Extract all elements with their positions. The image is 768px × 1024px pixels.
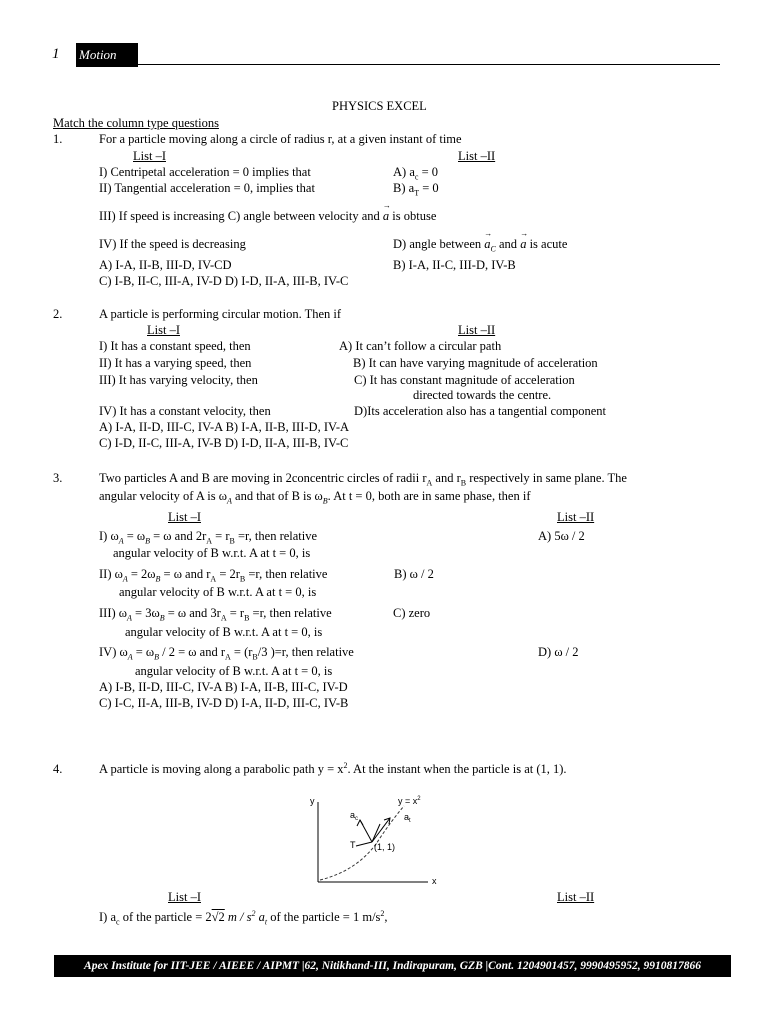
q3-item-iv: IV) $\omega_A = \omega_B / 2 = \omega$ and $r_A = (r_B/3$ )=r, then relative (99, 645, 354, 662)
q4-list-i-heading: List –I (168, 890, 201, 904)
q2-item-iii: III) It has varying velocity, then (99, 373, 258, 387)
header-rule (138, 64, 720, 65)
q3-option-d: D) ω / 2 (538, 645, 579, 659)
q3-stem-line1: Two particles A and B are moving in 2concentric circles of radii $r_A$ and $r_B$ respectively in same plane. The (99, 471, 627, 488)
q1-answer-a: A) I-A, II-B, III-D, IV-CD (99, 258, 232, 272)
q3-item-i: I) $\omega_A = \omega_B = \omega$ and $2r_A = r_B =r$, then relative (99, 529, 318, 546)
q1-number: 1. (53, 132, 63, 146)
q3-item-iii-cont: angular velocity of B w.r.t. A at t = 0, is (125, 625, 323, 639)
q2-option-c: C) It has constant magnitude of acceleration (354, 373, 575, 387)
q1-item-ii: II) Tangential acceleration = 0, implies that (99, 181, 315, 195)
q1-answer-cd: C) I-B, II-C, III-A, IV-D D) I-D, II-A, III-B, IV-C (99, 274, 349, 288)
page-number: 1 (52, 46, 60, 62)
q2-number: 2. (53, 307, 63, 321)
q1-option-a: A) $a_c = 0$ (393, 165, 438, 182)
q2-option-d: D)Its acceleration also has a tangential component (354, 404, 606, 418)
q2-option-b: B) It can have varying magnitude of acceleration (353, 356, 598, 370)
q3-item-iii: III) $\omega_A = 3\omega_B = \omega$ and $3r_A = r_B =r$, then relative (99, 606, 332, 623)
point-label: (1, 1) (374, 842, 396, 852)
footer-bar: Apex Institute for IIT-JEE / AIEEE / AIPMT |62, Nitikhand-III, Indirapuram, GZB |Cont. 1204901457, 9990495952, 9910817866 (54, 955, 731, 977)
q3-item-iv-cont: angular velocity of B w.r.t. A at t = 0, is (135, 664, 333, 678)
q4-stem: A particle is moving along a parabolic path $y = x^2$. At the instant when the particle is at (1, 1). (99, 760, 567, 776)
q3-list-i-heading: List –I (168, 510, 201, 524)
at-label: $a_t$ (404, 812, 411, 824)
q2-answer-cd: C) I-D, II-C, III-A, IV-B D) I-D, II-A, III-B, IV-C (99, 436, 349, 450)
q3-item-ii: II) $\omega_A = 2\omega_B = \omega$ and $r_A = 2r_B =r$, then relative (99, 567, 328, 584)
q3-item-ii-cont: angular velocity of B w.r.t. A at t = 0, is (119, 585, 317, 599)
section-heading: Match the column type questions (53, 116, 219, 130)
at-arrow (372, 818, 390, 842)
q1-item-iv: IV) If the speed is decreasing (99, 237, 246, 251)
q2-item-ii: II) It has a varying speed, then (99, 356, 252, 370)
q1-option-b: B) $a_T = 0$ (393, 181, 439, 198)
q1-item-i: I) Centripetal acceleration = 0 implies that (99, 165, 311, 179)
q2-item-i: I) It has a constant speed, then (99, 339, 251, 353)
q3-option-a: A) 5ω / 2 (538, 529, 585, 543)
page-title: PHYSICS EXCEL (332, 99, 427, 113)
q1-list-ii-heading: List –II (458, 149, 496, 163)
q2-option-a: A) It can’t follow a circular path (339, 339, 502, 353)
q1-list-i-heading: List –I (133, 149, 166, 163)
tension-arrow (356, 842, 372, 846)
q2-option-c-cont: directed towards the centre. (413, 388, 552, 402)
q3-stem-line2: angular velocity of A is $\omega_A$ and that of B is $\omega_B$. At t = 0, both are in same phase, then if (99, 489, 531, 506)
q1-option-d: D) angle between → $a_C$ and → a is acute (393, 237, 567, 251)
q4-item-i: I) $a_c$ of the particle = 2√2 m / $s^2$ $a_t$ of the particle = 1 $m/s^2$, (99, 908, 388, 927)
t-label: T (350, 840, 356, 850)
q3-list-ii-heading: List –II (557, 510, 595, 524)
q4-number: 4. (53, 762, 63, 776)
q3-answer-cd: C) I-C, II-A, III-B, IV-D D) I-A, II-D, III-C, IV-B (99, 696, 349, 710)
q3-option-c: C) zero (393, 606, 431, 620)
q2-answer-ab: A) I-A, II-D, III-C, IV-A B) I-A, II-B, III-D, IV-A (99, 420, 350, 434)
q3-answer-ab: A) I-B, II-D, III-C, IV-A B) I-A, II-B, III-C, IV-D (99, 680, 348, 694)
q4-list-ii-heading: List –II (557, 890, 595, 904)
ac-label: $a_c$ (350, 810, 359, 822)
q3-item-i-cont: angular velocity of B w.r.t. A at t = 0, is (113, 546, 311, 560)
q2-list-i-heading: List –I (147, 323, 180, 337)
q3-option-b: B) ω / 2 (394, 567, 434, 581)
q1-item-iii: III) If speed is increasing C) angle between velocity and → a is obtuse (99, 209, 436, 223)
q3-number: 3. (53, 471, 63, 485)
q2-list-ii-heading: List –II (458, 323, 496, 337)
q2-item-iv: IV) It has a constant velocity, then (99, 404, 271, 418)
curve-label: $y = x^2$ (398, 796, 421, 806)
y-axis-label: y (310, 796, 315, 806)
q2-stem: A particle is performing circular motion. Then if (99, 307, 342, 321)
q1-answer-b: B) I-A, II-C, III-D, IV-B (393, 258, 516, 272)
chapter-label: Motion (76, 43, 138, 67)
vector-a: → a (383, 209, 389, 223)
parabola-figure (300, 790, 450, 890)
q1-stem: For a particle moving along a circle of radius r, at a given instant of time (99, 132, 462, 146)
x-axis-label: x (432, 876, 437, 886)
